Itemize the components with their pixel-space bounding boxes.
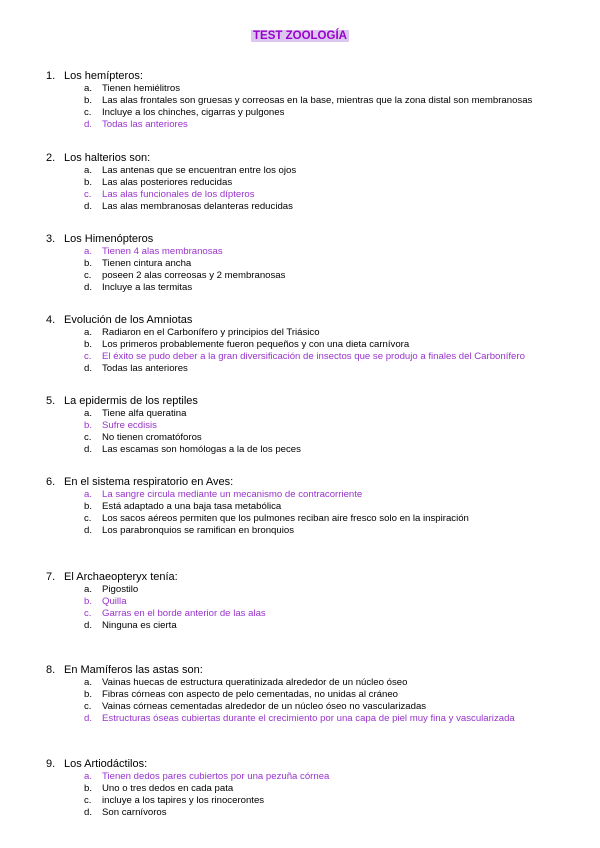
option-text: Tienen cintura ancha (102, 258, 192, 269)
option-letter: a. (84, 246, 93, 257)
option-letter: b. (84, 339, 93, 350)
option-letter: d. (84, 620, 93, 631)
option-text: Tienen 4 alas membranosas (102, 246, 223, 257)
option-text: Tienen dedos pares cubiertos por una pezuña córnea (102, 771, 330, 782)
option-text: Vainas córneas cementadas alrededor de un núcleo óseo no vascularizadas (102, 701, 427, 712)
option-text: Tiene alfa queratina (102, 408, 187, 419)
question-text: El Archaeopteryx tenía: (64, 571, 178, 583)
question-stem (46, 232, 153, 246)
answer-option (84, 608, 266, 620)
option-letter: d. (84, 282, 93, 293)
option-text: No tienen cromatóforos (102, 432, 202, 443)
question-stem (46, 313, 192, 327)
option-letter: c. (84, 351, 92, 362)
option-text: Las antenas que se encuentran entre los ojos (102, 165, 297, 176)
option-letter: a. (84, 771, 93, 782)
option-letter: c. (84, 270, 92, 281)
option-text: Garras en el borde anterior de las alas (102, 608, 266, 619)
answer-option (84, 177, 232, 189)
question-number: 6. (46, 476, 56, 488)
option-letter: a. (84, 584, 93, 595)
option-letter: d. (84, 363, 93, 374)
question-number: 5. (46, 395, 56, 407)
answer-option (84, 525, 294, 537)
option-text: Incluye a las termitas (102, 282, 193, 293)
option-text: Sufre ecdisis (102, 420, 157, 431)
option-letter: c. (84, 795, 92, 806)
answer-option (84, 771, 329, 783)
option-letter: d. (84, 444, 93, 455)
option-letter: c. (84, 608, 92, 619)
answer-option (84, 258, 191, 270)
option-text: Radiaron en el Carbonífero y principios del Triásico (102, 327, 320, 338)
answer-option (84, 444, 301, 456)
answer-option (84, 701, 426, 713)
option-letter: b. (84, 501, 93, 512)
answer-option (84, 677, 407, 689)
option-text: Todas las anteriores (102, 119, 188, 130)
option-text: Los parabronquios se ramifican en bronquios (102, 525, 294, 536)
option-letter: c. (84, 701, 92, 712)
answer-option (84, 807, 167, 819)
answer-option (84, 119, 188, 131)
option-text: Ninguna es cierta (102, 620, 177, 631)
question-text: Evolución de los Amniotas (64, 314, 193, 326)
question-text: Los Artiodáctilos: (64, 758, 148, 770)
option-text: poseen 2 alas correosas y 2 membranosas (102, 270, 286, 281)
question-number: 8. (46, 664, 56, 676)
question-text: Los hemípteros: (64, 70, 143, 82)
document-title-text: TEST ZOOLOGÍA (253, 30, 347, 42)
option-text: Las alas posteriores reducidas (102, 177, 233, 188)
question-stem (46, 757, 147, 771)
option-text: Todas las anteriores (102, 363, 188, 374)
option-letter: b. (84, 689, 93, 700)
option-text: La sangre circula mediante un mecanismo de contracorriente (102, 489, 363, 500)
answer-option (84, 189, 255, 201)
option-text: Incluye a los chinches, cigarras y pulgones (102, 107, 285, 118)
option-text: Tienen hemiélitros (102, 83, 181, 94)
option-letter: d. (84, 807, 93, 818)
option-letter: a. (84, 327, 93, 338)
question-stem (46, 663, 203, 677)
option-text: Quilla (102, 596, 127, 607)
answer-option (84, 795, 264, 807)
option-letter: d. (84, 713, 93, 724)
answer-option (84, 282, 192, 294)
option-text: Uno o tres dedos en cada pata (102, 783, 234, 794)
answer-option (84, 327, 320, 339)
answer-option (84, 351, 525, 363)
option-text: Las alas membranosas delanteras reducidas (102, 201, 293, 212)
option-text: incluye a los tapires y los rinocerontes (102, 795, 265, 806)
option-letter: b. (84, 177, 93, 188)
answer-option (84, 165, 296, 177)
option-letter: d. (84, 201, 93, 212)
option-letter: b. (84, 783, 93, 794)
option-text: Los sacos aéreos permiten que los pulmones reciban aire fresco solo en la inspiración (102, 513, 469, 524)
answer-option (84, 501, 281, 513)
question-number: 7. (46, 571, 56, 583)
question-text: Los Himenópteros (64, 233, 154, 245)
option-letter: d. (84, 119, 93, 130)
option-text: El éxito se pudo deber a la gran diversificación de insectos que se produjo a finales del Carbonífero (102, 351, 525, 362)
answer-option (84, 584, 138, 596)
answer-option (84, 339, 409, 351)
option-letter: a. (84, 677, 93, 688)
option-text: Estructuras óseas cubiertas durante el crecimiento por una capa de piel muy fina y vascularizada (102, 713, 515, 724)
answer-option (84, 689, 398, 701)
option-letter: d. (84, 525, 93, 536)
option-text: Está adaptado a una baja tasa metabólica (102, 501, 282, 512)
option-text: Son carnívoros (102, 807, 167, 818)
answer-option (84, 246, 223, 258)
option-letter: b. (84, 420, 93, 431)
question-number: 1. (46, 70, 56, 82)
option-letter: a. (84, 408, 93, 419)
answer-option (84, 432, 202, 444)
option-text: Vainas huecas de estructura queratinizada alrededor de un núcleo óseo (102, 677, 408, 688)
answer-option (84, 83, 180, 95)
question-stem (46, 475, 233, 489)
option-letter: c. (84, 189, 92, 200)
question-number: 3. (46, 233, 56, 245)
question-stem (46, 570, 178, 584)
answer-option (84, 107, 284, 119)
answer-option (84, 95, 532, 107)
answer-option (84, 201, 293, 213)
answer-option (84, 270, 285, 282)
answer-option (84, 420, 157, 432)
option-letter: c. (84, 513, 92, 524)
option-letter: c. (84, 107, 92, 118)
question-number: 9. (46, 758, 56, 770)
answer-option (84, 596, 127, 608)
option-text: Los primeros probablemente fueron pequeños y con una dieta carnívora (102, 339, 410, 350)
option-text: Fibras córneas con aspecto de pelo cementadas, no unidas al cráneo (102, 689, 398, 700)
option-text: Las escamas son homólogas a la de los peces (102, 444, 301, 455)
answer-option (84, 620, 177, 632)
answer-option (84, 783, 233, 795)
question-text: En Mamíferos las astas son: (64, 664, 203, 676)
question-number: 4. (46, 314, 56, 326)
question-stem (46, 69, 143, 83)
option-letter: a. (84, 83, 93, 94)
option-letter: a. (84, 165, 93, 176)
answer-option (84, 408, 186, 420)
option-letter: a. (84, 489, 93, 500)
question-stem (46, 394, 198, 408)
option-letter: c. (84, 432, 92, 443)
option-letter: b. (84, 95, 93, 106)
answer-option (84, 513, 469, 525)
question-text: La epidermis de los reptiles (64, 395, 198, 407)
option-text: Las alas frontales son gruesas y correosas en la base, mientras que la zona distal son membranosas (102, 95, 533, 106)
question-text: Los halterios son: (64, 152, 151, 164)
option-text: Las alas funcionales de los dípteros (102, 189, 255, 200)
question-number: 2. (46, 152, 56, 164)
answer-option (84, 489, 362, 501)
question-text: En el sistema respiratorio en Aves: (64, 476, 234, 488)
document-title (0, 30, 600, 42)
answer-option (84, 363, 188, 375)
option-letter: b. (84, 258, 93, 269)
option-letter: b. (84, 596, 93, 607)
answer-option (84, 713, 515, 725)
question-stem (46, 151, 150, 165)
option-text: Pigostilo (102, 584, 139, 595)
